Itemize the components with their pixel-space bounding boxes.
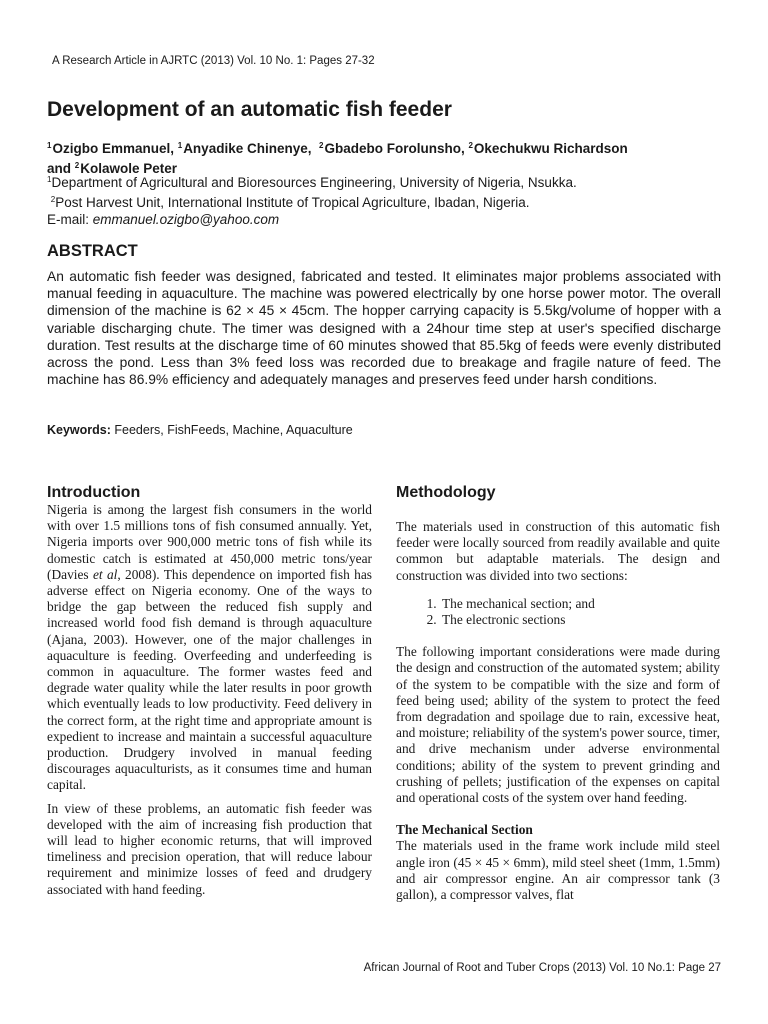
author: $^2$Okechukwu Richardson xyxy=(468,141,628,156)
paragraph: Nigeria is among the largest fish consumers in the world with over 1.5 millions tons of fish consumed annually. Yet, Nigeria imports over 900,000 metric tons of fish while its domestic catch is estimated at 450,000 metric tons/year (Davies et al, 2008). This dependence on imported fish has adverse effect on Nigeria economy. One of the ways to bridge the gap between the reduced fish supply and increased world food fish demand is through aquaculture (Ajana, 2003). However, one of the major challenges in aquaculture is feeding. Overfeeding and underfeeding is common in aquaculture. The former wastes feed and degrade water quality while the later results in poor growth which eventually leads to low productivity. Feed delivery in the correct form, at the right time and appropriate amount is expedient to increase and maintain a successful aquaculture production. Drudgery involved in manual feeding discourages aquaculturists, as it consumes time and human capital. xyxy=(47,502,372,793)
running-header: A Research Article in AJRTC (2013) Vol. 10 No. 1: Pages 27-32 xyxy=(52,55,375,67)
affiliations xyxy=(47,171,737,228)
mechanical-section-heading: The Mechanical Section xyxy=(396,822,533,838)
affiliation-2: $^2$Post Harvest Unit, International Institute of Tropical Agriculture, Ibadan, Nigeria. xyxy=(50,195,530,210)
paragraph: The materials used in construction of this automatic fish feeder were locally sourced from readily available and quite common but adaptable materials. The design and construction was divided into two sections: xyxy=(396,519,720,583)
methodology-body xyxy=(396,519,720,903)
methodology-heading: Methodology xyxy=(396,484,496,501)
keywords-value: Feeders, FishFeeds, Machine, Aquaculture xyxy=(114,423,353,437)
section-list xyxy=(396,596,720,628)
email-link[interactable]: emmanuel.ozigbo@yahoo.com xyxy=(92,212,280,227)
paragraph: The materials used in the frame work include mild steel angle iron (45 × 45 × 6mm), mild steel sheet (1mm, 1.5mm) and air compressor engine. An air compressor tank (3 gallon), a compressor valves, flat xyxy=(396,838,720,903)
affiliation-1: $^1$Department of Agricultural and Bioresources Engineering, University of Nigeria, Nsukka. xyxy=(47,175,577,190)
abstract-text: An automatic fish feeder was designed, fabricated and tested. It eliminates major problems associated with manual feeding in aquaculture. The machine was powered electrically by one horse power motor. The overall dimension of the machine is 62 × 45 × 45cm. The hopper carrying capacity is 5.5kg/volume of hopper with a variable discharging chute. The timer was designed with a 24hour time step at user's specified discharge duration. Test results at the discharge time of 60 minutes showed that 85.5kg of feeds were evenly distributed across the pond. Less than 3% feed loss was recorded due to breakage and fragile nature of feed. The machine has 86.9% efficiency and adequately manages and preserves feed under harsh conditions. xyxy=(47,269,721,388)
introduction-heading: Introduction xyxy=(47,484,141,501)
paragraph: In view of these problems, an automatic fish feeder was developed with the aim of increasing fish production that will lead to higher economic returns, that will improved timeliness and precision operation, that will reduce labour requirement and minimize losses of feed and drudgery associated with hand feeding. xyxy=(47,800,372,897)
email-line: E-mail: emmanuel.ozigbo@yahoo.com xyxy=(47,212,280,227)
keywords-label: Keywords: xyxy=(47,423,111,437)
paragraph: The following important considerations were made during the design and construction of the automated system; ability of the system to be compatible with the size and form of feed being used; ability of the system to protect the feed from degradation and spoilage due to rain, excessive heat, and moisture; reliability of the system's power source, timer, and drive mechanism under adverse environmental conditions; ability of the system to prevent grinding and crushing of pellets; justification of the expenses on capital and operational costs of the system over hand feeding. xyxy=(396,644,720,806)
author: $^1$Ozigbo Emmanuel, xyxy=(47,141,174,156)
page-footer: African Journal of Root and Tuber Crops (2013) Vol. 10 No.1: Page 27 xyxy=(363,962,721,974)
author: $^2$Gbadebo Forolunsho, xyxy=(319,141,465,156)
introduction-body xyxy=(47,502,372,898)
article-title: Development of an automatic fish feeder xyxy=(47,98,452,121)
list-item: 1. The mechanical section; and xyxy=(440,596,720,612)
keywords xyxy=(47,423,353,437)
abstract-heading: ABSTRACT xyxy=(47,242,138,260)
author: $^1$Anyadike Chinenye, xyxy=(177,141,312,156)
list-item: 2. The electronic sections xyxy=(440,612,720,628)
author: and $^2$Kolawole Peter xyxy=(47,161,178,176)
